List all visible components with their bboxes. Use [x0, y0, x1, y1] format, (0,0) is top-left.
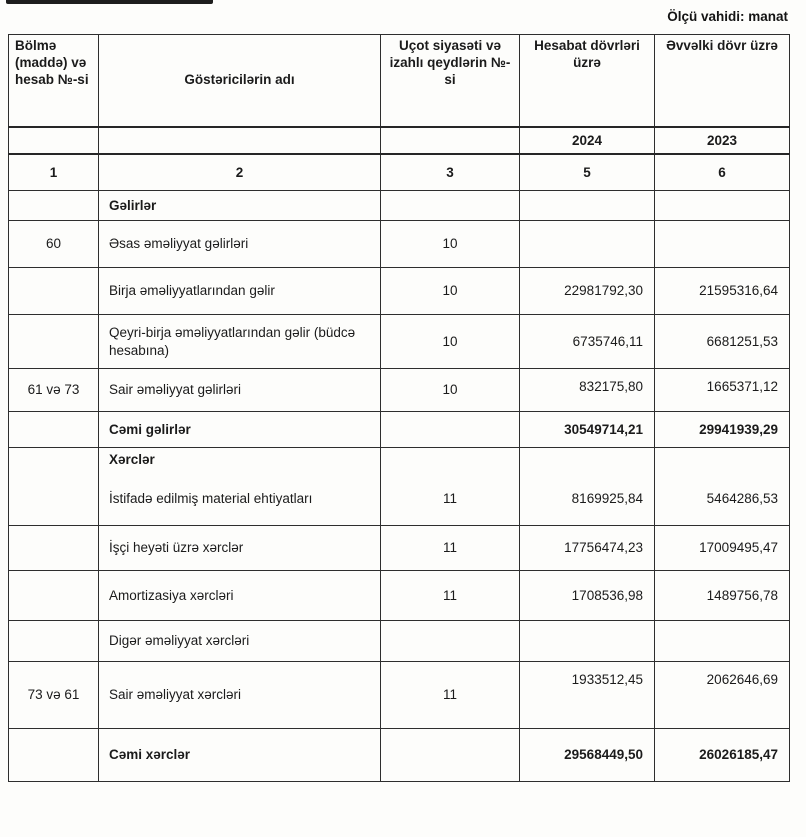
- cell-current: [520, 221, 655, 268]
- unit-of-measure-label: Ölçü vahidi: manat: [667, 9, 788, 24]
- cell-section: [9, 729, 99, 782]
- cell-previous: [655, 448, 790, 473]
- cell-section: [9, 191, 99, 221]
- cell-current: [520, 448, 655, 473]
- cell-note: 10: [381, 221, 520, 268]
- header-row: [9, 35, 790, 127]
- table-row: [9, 191, 790, 221]
- column-number: 1: [9, 154, 99, 191]
- table-row: [9, 473, 790, 526]
- year-current: 2024: [520, 127, 655, 154]
- cell-current: [520, 621, 655, 662]
- cell-name: Amortizasiya xərcləri: [99, 571, 381, 621]
- cell-previous: [655, 221, 790, 268]
- column-number: 5: [520, 154, 655, 191]
- cell-previous: 21595316,64: [655, 268, 790, 315]
- cell-section: 73 və 61: [9, 662, 99, 729]
- year-previous: 2023: [655, 127, 790, 154]
- cell-section: [9, 621, 99, 662]
- cell-name: Əsas əməliyyat gəlirləri: [99, 221, 381, 268]
- cell-name: Sair əməliyyat gəlirləri: [99, 369, 381, 412]
- table-row: [9, 526, 790, 571]
- cell-note: [381, 412, 520, 448]
- year-row: [9, 127, 790, 154]
- cell-section: 60: [9, 221, 99, 268]
- cell-current: 6735746,11: [520, 315, 655, 369]
- header-previous-period: Əvvəlki dövr üzrə: [655, 35, 790, 127]
- cell-section: [9, 448, 99, 473]
- cell-name: Cəmi xərclər: [99, 729, 381, 782]
- header-note-number: Uçot siyasəti və izahlı qeydlərin №-si: [381, 35, 520, 127]
- table-row: [9, 448, 790, 473]
- cell-note: 10: [381, 268, 520, 315]
- cell-previous: 6681251,53: [655, 315, 790, 369]
- column-number-row: [9, 154, 790, 191]
- cell-current: 29568449,50: [520, 729, 655, 782]
- cell-note: 10: [381, 315, 520, 369]
- cell-section: [9, 268, 99, 315]
- column-number: 6: [655, 154, 790, 191]
- cell-previous: 26026185,47: [655, 729, 790, 782]
- cell-current: 30549714,21: [520, 412, 655, 448]
- column-number: 3: [381, 154, 520, 191]
- table-row: [9, 315, 790, 369]
- cell-note: [381, 448, 520, 473]
- cell-note: [381, 621, 520, 662]
- cell-name: Birja əməliyyatlarından gəlir: [99, 268, 381, 315]
- cell-section: [9, 412, 99, 448]
- scan-artifact-line: [6, 0, 213, 4]
- cell-name: Qeyri-birja əməliyyatlarından gəlir (büdcə hesabına): [99, 315, 381, 369]
- cell-current: 832175,80: [520, 369, 655, 412]
- cell-current: 22981792,30: [520, 268, 655, 315]
- year-empty-cell: [381, 127, 520, 154]
- cell-note: 11: [381, 526, 520, 571]
- cell-name: Digər əməliyyat xərcləri: [99, 621, 381, 662]
- table-row: [9, 412, 790, 448]
- cell-note: 11: [381, 571, 520, 621]
- cell-previous: 1489756,78: [655, 571, 790, 621]
- cell-section: [9, 571, 99, 621]
- header-current-period: Hesabat dövrləri üzrə: [520, 35, 655, 127]
- table-row: [9, 571, 790, 621]
- cell-note: 11: [381, 662, 520, 729]
- cell-note: 11: [381, 473, 520, 526]
- cell-name: İstifadə edilmiş material ehtiyatları: [99, 473, 381, 526]
- cell-current: 17756474,23: [520, 526, 655, 571]
- cell-note: [381, 191, 520, 221]
- header-section-account: Bölmə (maddə) və hesab №-si: [9, 35, 99, 127]
- table-row: [9, 662, 790, 729]
- cell-section: [9, 526, 99, 571]
- financial-report-table: [8, 34, 790, 782]
- table-row: [9, 221, 790, 268]
- table-row: [9, 621, 790, 662]
- cell-section: [9, 315, 99, 369]
- cell-name: Xərclər: [99, 448, 381, 473]
- cell-note: [381, 729, 520, 782]
- cell-previous: 29941939,29: [655, 412, 790, 448]
- table-row: [9, 729, 790, 782]
- year-empty-cell: [99, 127, 381, 154]
- cell-name: Sair əməliyyat xərcləri: [99, 662, 381, 729]
- cell-current: 1933512,45: [520, 662, 655, 729]
- column-number: 2: [99, 154, 381, 191]
- cell-previous: [655, 191, 790, 221]
- cell-name: İşçi heyəti üzrə xərclər: [99, 526, 381, 571]
- header-indicator-name: Göstəricilərin adı: [99, 35, 381, 127]
- table-body: [9, 191, 790, 782]
- table-row: [9, 369, 790, 412]
- table-row: [9, 268, 790, 315]
- cell-current: 1708536,98: [520, 571, 655, 621]
- cell-previous: 1665371,12: [655, 369, 790, 412]
- cell-previous: 5464286,53: [655, 473, 790, 526]
- cell-current: 8169925,84: [520, 473, 655, 526]
- cell-previous: 17009495,47: [655, 526, 790, 571]
- cell-name: Gəlirlər: [99, 191, 381, 221]
- cell-section: 61 və 73: [9, 369, 99, 412]
- cell-current: [520, 191, 655, 221]
- table-header: [9, 35, 790, 191]
- cell-previous: [655, 621, 790, 662]
- cell-section: [9, 473, 99, 526]
- cell-note: 10: [381, 369, 520, 412]
- cell-name: Cəmi gəlirlər: [99, 412, 381, 448]
- year-empty-cell: [9, 127, 99, 154]
- cell-previous: 2062646,69: [655, 662, 790, 729]
